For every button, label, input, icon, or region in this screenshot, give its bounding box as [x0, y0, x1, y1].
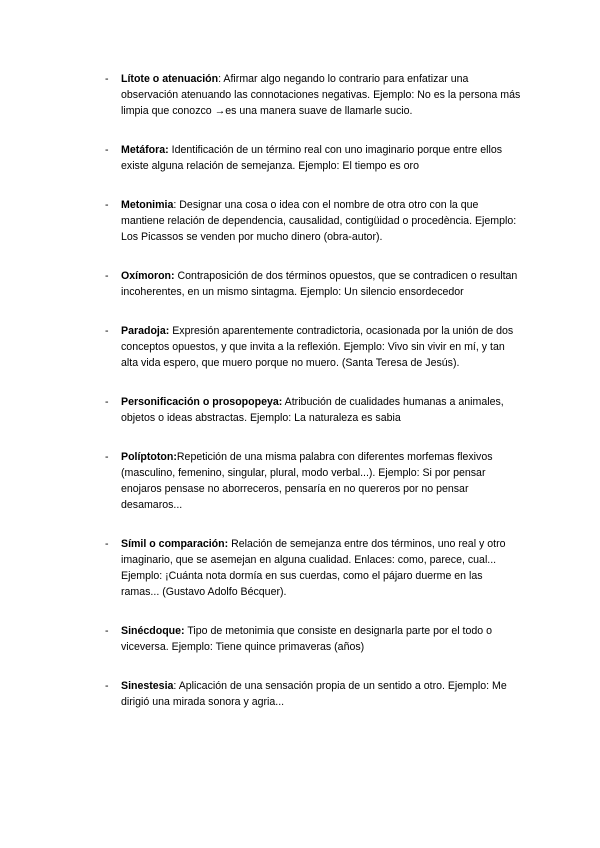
- definition-text: Identificación de un término real con uno imaginario porque entre ellos existe alguna relación de semejanza. Ejemplo: El tiempo es oro: [121, 144, 503, 172]
- list-item: [105, 678, 523, 710]
- list-bullet: -: [105, 325, 109, 337]
- definition-text: Atribución de cualidades humanas a animales, objetos o ideas abstractas. Ejemplo: La naturaleza es sabia: [121, 396, 504, 424]
- term-label: Oxímoron:: [121, 270, 175, 282]
- definition-text: Tipo de metonimia que consiste en designarla parte por el todo o viceversa. Ejemplo: Tiene quince primaveras (años): [121, 625, 492, 653]
- list-bullet: -: [105, 144, 109, 156]
- term-label: Metáfora:: [121, 144, 169, 156]
- list-item: [105, 449, 523, 513]
- definition-text: : Designar una cosa o idea con el nombre de otra otro con la que mantiene relación de dependencia, causalidad, contigüidad o procedència. Ejemplo: Los Picassos se venden por mucho dinero (obra-autor).: [121, 199, 517, 243]
- term-label: Personificación o prosopopeya:: [121, 396, 283, 408]
- definition-text: Repetición de una misma palabra con diferentes morfemas flexivos (masculino, femenino, singular, plural, modo verbal...). Ejemplo: Si por pensar enojaros pensase no aborreceros, pensaría en no quereros por no pensar desamaros...: [121, 451, 493, 511]
- list-item: [105, 142, 523, 174]
- list-bullet: -: [105, 73, 109, 85]
- definition-text: : Aplicación de una sensación propia de un sentido a otro. Ejemplo: Me dirigió una mirada sonora y agria...: [121, 680, 507, 708]
- list-item: [105, 323, 523, 371]
- term-label: Sinécdoque:: [121, 625, 185, 637]
- list-item: [105, 71, 523, 119]
- list-bullet: -: [105, 396, 109, 408]
- list-bullet: -: [105, 680, 109, 692]
- list-bullet: -: [105, 538, 109, 550]
- list-item: [105, 394, 523, 426]
- term-label: Metonimia: [121, 199, 174, 211]
- list-bullet: -: [105, 451, 109, 463]
- list-item: [105, 197, 523, 245]
- list-bullet: -: [105, 199, 109, 211]
- figures-list: [105, 71, 523, 733]
- term-label: Lítote o atenuación: [121, 73, 219, 85]
- list-item: [105, 536, 523, 600]
- list-bullet: -: [105, 625, 109, 637]
- definition-text: Contraposición de dos términos opuestos, que se contradicen o resultan incoherentes, en un mismo sintagma. Ejemplo: Un silencio ensordecedor: [121, 270, 518, 298]
- term-label: Paradoja:: [121, 325, 170, 337]
- definition-text: : Afirmar algo negando lo contrario para enfatizar una observación atenuando las connotaciones negativas. Ejemplo: No es la persona más limpia que conozco →es una manera suave de llamarle sucio.: [121, 73, 521, 117]
- term-label: Sinestesia: [121, 680, 174, 692]
- list-item: [105, 268, 523, 300]
- list-bullet: -: [105, 270, 109, 282]
- definition-text: Expresión aparentemente contradictoria, ocasionada por la unión de dos conceptos opuestos, y que invita a la reflexión. Ejemplo: Vivo sin vivir en mí, y tan alta vida espero, que muero porque no muero. (Santa Teresa de Jesús).: [121, 325, 514, 369]
- definition-text: Relación de semejanza entre dos términos, uno real y otro imaginario, que se asemejan en alguna cualidad. Enlaces: como, parece, cual... Ejemplo: ¡Cuánta nota dormía en sus cuerdas, como el pájaro duerme en las ramas... (Gustavo Adolfo Bécquer).: [121, 538, 506, 598]
- term-label: Símil o comparación:: [121, 538, 229, 550]
- list-item: [105, 623, 523, 655]
- term-label: Políptoton:: [121, 451, 177, 463]
